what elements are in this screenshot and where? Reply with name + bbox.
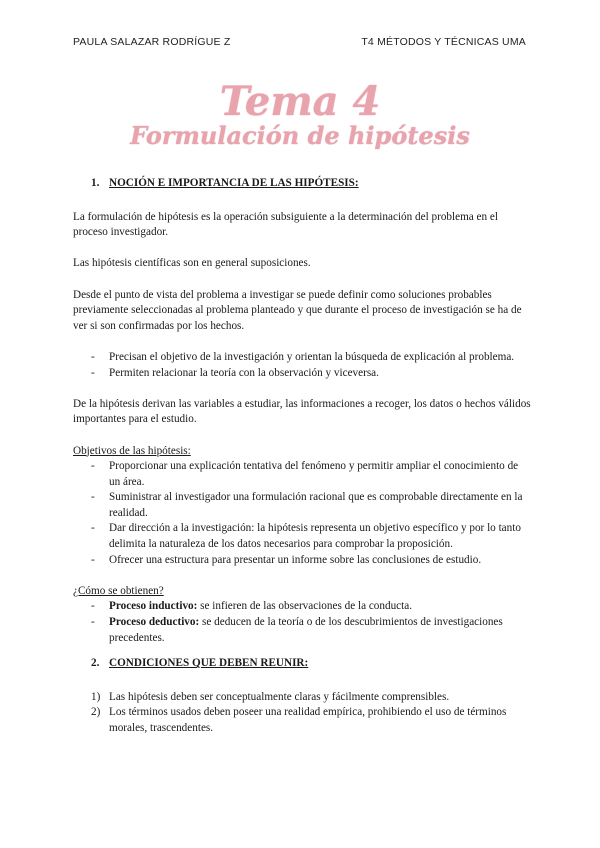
how-label: ¿Cómo se obtienen? [73,584,164,597]
document-body [73,176,531,737]
number-marker: 2) [91,706,101,719]
dash-marker: - [91,491,95,504]
list-item: - Permiten relacionar la teoría con la observación y viceversa. [73,366,531,382]
number-marker: 1) [91,690,101,703]
page-subtitle: Formulación de hipótesis [130,121,470,150]
section-title: NOCIÓN E IMPORTANCIA DE LAS HIPÓTESIS: [109,177,359,189]
term: Proceso inductivo: [109,600,198,613]
author-name: PAULA SALAZAR RODRÍGUE Z [73,36,231,48]
list-item: - Dar dirección a la investigación: la hipótesis representa un objetivo específico y por lo tanto delimita la naturaleza de los datos necesarios para comprobar la proposición. [91,522,521,551]
list-item: - Proceso inductivo: se infieren de las observaciones de la conducta. [73,599,531,615]
dash-marker: - [91,350,95,363]
section-number: 1. [91,177,100,189]
list-item: - Ofrecer una estructura para presentar un informe sobre las conclusiones de estudio. [73,553,531,569]
list-item: - Precisan el objetivo de la investigación y orientan la búsqueda de explicación al problema. [73,350,531,366]
dash-marker: - [91,553,95,566]
page-title: Tema 4 [219,78,381,125]
list-item: - Suministrar al investigador una formulación racional que es comprobable directamente en la realidad. [91,491,523,519]
dash-marker: - [91,460,95,473]
page-header [0,36,600,52]
section-title: CONDICIONES QUE DEBEN REUNIR: [109,657,309,670]
term: Proceso deductivo: [109,616,200,629]
list-item: 2) Los términos usados deben poseer una realidad empírica, prohibiendo el uso de términos morales, trascendentes. [91,706,507,734]
objectives-list [73,459,531,568]
bullet-list [73,350,531,381]
dash-marker: - [91,600,95,613]
title-block [0,80,600,150]
list-item: 1) Las hipótesis deben ser conceptualmente claras y fácilmente comprensibles. [73,690,531,706]
how-list [73,599,531,646]
dash-marker: - [91,366,95,379]
paragraph: Las hipótesis científicas son en general suposiciones. [73,257,311,270]
paragraph: De la hipótesis derivan las variables a estudiar, las informaciones a recoger, los datos o hechos válidos importantes para el estudio. [73,397,531,426]
paragraph: La formulación de hipótesis es la operación subsiguiente a la determinación del problema en el proceso investigador. [73,210,498,239]
conditions-list [73,690,531,737]
section-number: 2. [91,657,100,670]
dash-marker: - [91,522,95,535]
dash-marker: - [91,616,95,629]
paragraph: Desde el punto de vista del problema a investigar se puede definir como soluciones probables previamente seleccionadas al problema planteado y que durante el proceso de investigación se ha de ver si son confirmadas por los hechos. [73,288,522,332]
list-item: - Proceso deductivo: se deducen de la teoría o de los descubrimientos de investigaciones precedentes. [91,616,503,644]
objectives-label: Objetivos de las hipótesis: [73,444,191,457]
section-heading-1 [73,176,531,192]
list-item: - Proporcionar una explicación tentativa del fenómeno y permitir ampliar el conocimiento de un área. [91,460,519,488]
section-heading-2 [73,656,531,672]
course-name: T4 MÉTODOS Y TÉCNICAS UMA [361,36,526,48]
